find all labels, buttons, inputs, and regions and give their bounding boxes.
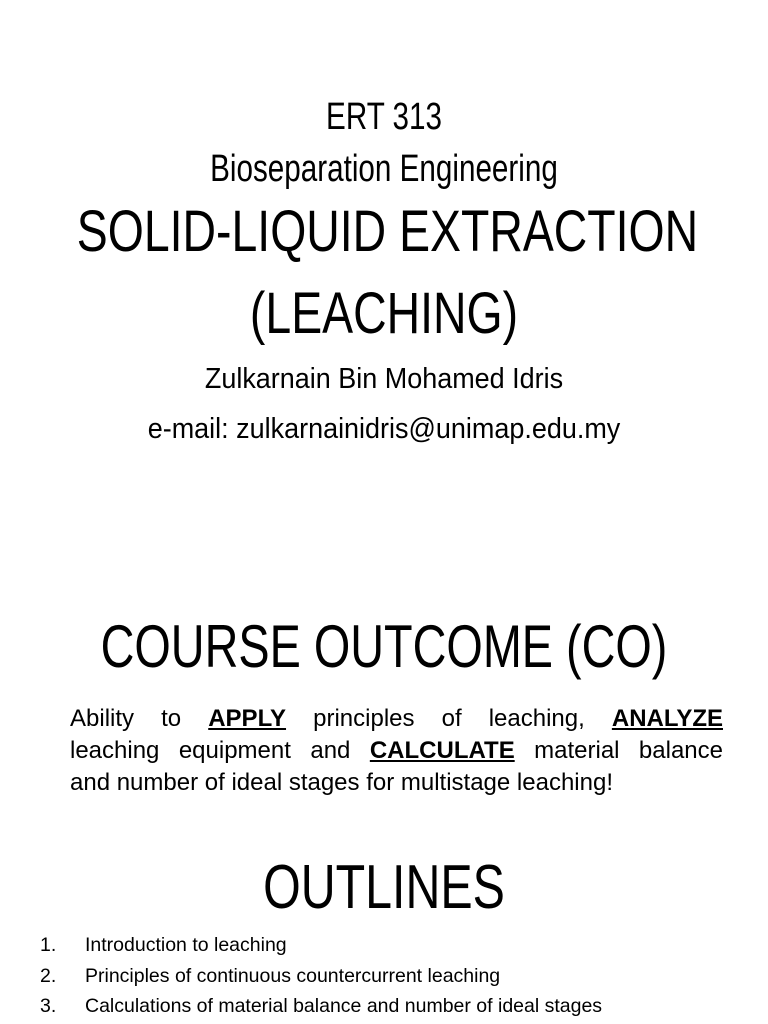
list-item-text: Principles of continuous countercurrent leaching (85, 964, 501, 987)
author-name: Zulkarnain Bin Mohamed Idris (204, 363, 564, 395)
list-item-number: 3. (40, 995, 57, 1017)
course-name: Bioseparation Engineering (210, 148, 558, 190)
author-email: e-mail: zulkarnainidris@unimap.edu.my (147, 413, 621, 445)
keyword-calculate: CALCULATE (369, 737, 515, 764)
co-line-3: and number of ideal stages for multistage leaching! (70, 769, 613, 796)
co-text-segment: Ability to (70, 705, 209, 732)
outline-list (40, 930, 740, 1022)
co-line-2 (70, 735, 723, 767)
main-title-line-2: (LEACHING) (249, 281, 519, 346)
co-text-segment: material balance (514, 737, 723, 764)
list-item (40, 930, 740, 961)
keyword-apply: APPLY (208, 705, 287, 732)
list-item (40, 961, 740, 992)
outlines-heading: OUTLINES (263, 853, 505, 922)
keyword-analyze: ANALYZE (611, 705, 723, 732)
main-title-line-1: SOLID-LIQUID EXTRACTION (76, 199, 699, 264)
list-item (40, 991, 740, 1022)
course-outcome-heading: COURSE OUTCOME (CO) (100, 613, 668, 680)
list-item-text: Calculations of material balance and number of ideal stages (85, 995, 603, 1017)
co-text-segment: leaching equipment and (70, 737, 370, 764)
list-item-text: Introduction to leaching (85, 934, 287, 956)
list-item-number: 2. (40, 964, 57, 987)
course-outcome-text (70, 703, 723, 799)
list-item-number: 1. (40, 934, 57, 956)
course-code: ERT 313 (326, 96, 442, 138)
co-line-1 (70, 703, 723, 735)
co-text-segment: principles of leaching, (286, 705, 612, 732)
